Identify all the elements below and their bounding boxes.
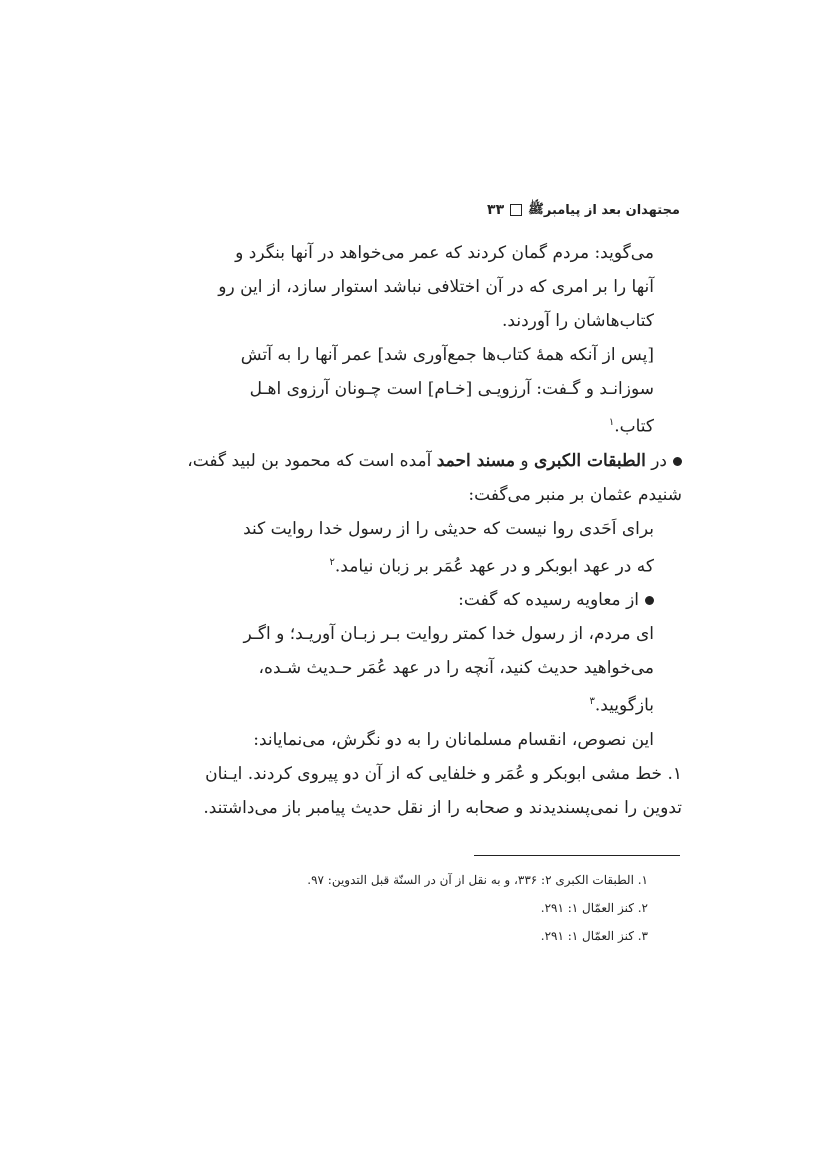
square-ornament-icon: [510, 204, 522, 216]
bullet-icon: [673, 457, 682, 466]
footnote: ۲. کنز العمّال ۱: ۲۹۱.: [540, 901, 648, 915]
text: آمده است که محمود بن لبید گفت،: [187, 450, 432, 471]
quote-line: [168, 406, 682, 444]
quote-line: [168, 546, 682, 584]
paragraph-line: [168, 444, 682, 478]
text: در: [651, 450, 667, 471]
book-title: مسند احمد: [436, 450, 515, 471]
footnote-divider: [474, 855, 680, 856]
quote-line: سوزانـد و گـفت: آرزویـی [خـام] است چـونان آرزوی اهـل: [249, 379, 654, 399]
quote-line: آنها را بر امری که در آن اختلافی نباشد استوار سازد، از این رو: [218, 277, 654, 297]
paragraph-line: شنیدم عثمان بر منبر می‌گفت:: [468, 484, 682, 505]
page-number: ۳۳: [487, 202, 505, 218]
quote-text: بازگویید.: [594, 695, 654, 716]
footnote-marker: ۲: [329, 556, 335, 568]
header-title: مجتهدان بعد از پیامبر: [543, 202, 680, 218]
footnote-marker: ۱: [608, 417, 615, 428]
quote-text: که در عهد ابوبکر و در عهد عُمَر بر زبان نیامد.: [334, 556, 654, 577]
footnote-marker: ۳: [589, 696, 595, 708]
paragraph-line: [168, 583, 682, 617]
quote-line: ای مردم، از رسول خدا کمتر روایت بـر زبـان آوریـد؛ و اگـر: [243, 624, 654, 645]
bullet-icon: [645, 596, 654, 605]
running-header: [140, 198, 680, 222]
text: از معاویه رسیده که گفت:: [458, 590, 639, 611]
footnotes: [168, 866, 682, 950]
footnote: ۳. کنز العمّال ۱: ۲۹۱.: [540, 929, 648, 943]
quote-line: [پس از آنکه همهٔ کتاب‌ها جمع‌آوری شد] عمر آنها را به آتش: [240, 345, 654, 365]
body-text: [168, 236, 682, 825]
book-title: الطبقات الکبری: [534, 450, 646, 471]
quote-line: کتاب‌هاشان را آوردند.: [502, 311, 654, 331]
text: و: [520, 450, 529, 471]
paragraph-line: ۱. خط مشی ابوبکر و عُمَر و خلفایی که از آن دو پیروی کردند. ایـنان: [205, 763, 682, 784]
paragraph-line: این نصوص، انقسام مسلمانان را به دو نگرش، می‌نمایاند:: [253, 729, 654, 750]
quote-line: می‌خواهید حدیث کنید، آنچه را در عهد عُمَر حـدیث شـده،: [258, 658, 654, 679]
quote-line: برای اَحَدی روا نیست که حدیثی را از رسول خدا روایت کند: [243, 518, 654, 539]
quote-line: می‌گوید: مردم گمان کردند که عمر می‌خواهد در آنها بنگرد و: [235, 243, 654, 263]
honorific-glyph: ﷺ: [528, 201, 544, 217]
paragraph-line: تدوین را نمی‌پسندیدند و صحابه را از نقل حدیث پیامبر باز می‌داشتند.: [203, 797, 682, 818]
quote-text: کتاب.: [614, 416, 654, 437]
quote-line: [168, 685, 682, 723]
footnote: ۱. الطبقات الکبری ۲: ۳۳۶، و به نقل از آن در السنّة قبل التدوین: ۹۷.: [307, 873, 648, 887]
